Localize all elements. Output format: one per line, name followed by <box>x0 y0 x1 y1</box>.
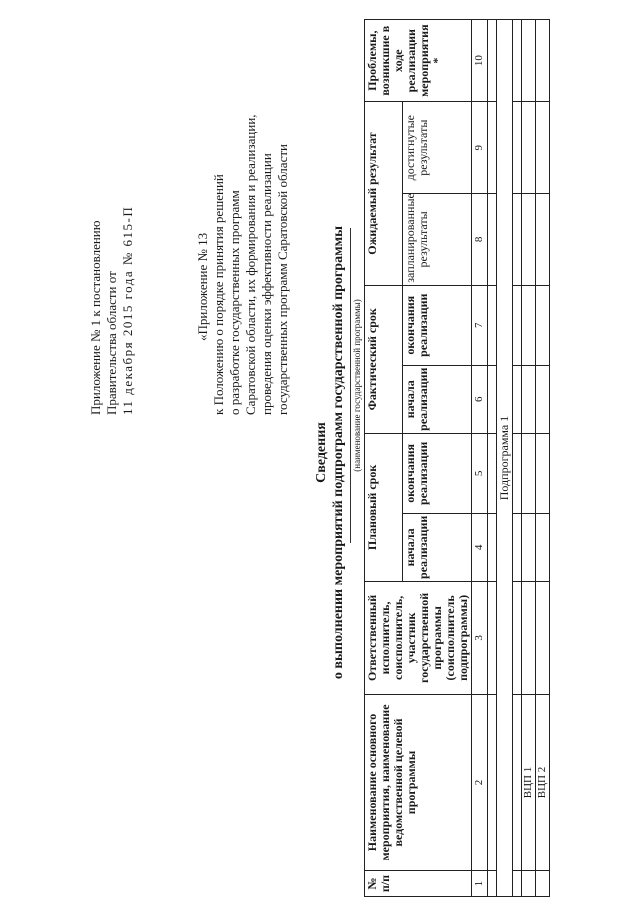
table-row <box>536 20 550 897</box>
col-header-planned-end: окончания реализации <box>403 433 472 513</box>
appendix-line-1: к Положению о порядке принятия решений <box>211 174 226 415</box>
col-header-actual: Фактический срок <box>365 285 403 433</box>
header-row-1 <box>365 20 403 897</box>
col-header-measure-name: Наименование основного мероприятия, наименование ведомственной целевой программы <box>365 694 472 870</box>
column-number: 8 <box>472 194 488 286</box>
document-title: Сведения <box>314 422 329 483</box>
column-number: 2 <box>472 694 488 870</box>
appendix-line-3: Саратовской области, их формирования и реализации, <box>243 114 258 415</box>
column-number: 5 <box>472 433 488 513</box>
empty-row <box>513 20 522 897</box>
appendix-line-2: о разработке государственных программ <box>227 190 242 415</box>
col-header-planned: Плановый срок <box>365 433 403 581</box>
column-number: 7 <box>472 285 488 365</box>
column-number: 6 <box>472 365 488 433</box>
col-header-executor: Ответственный исполнитель, соисполнитель, участник государственной программы (соисполнитель подпрограммы) <box>365 581 472 694</box>
vcp-2-label: ВЦП 2 <box>536 694 550 870</box>
table-row <box>522 20 536 897</box>
column-number: 3 <box>472 581 488 694</box>
col-header-expected: Ожидаемый результат <box>365 102 403 285</box>
header-line-2: Правительства области от <box>104 271 119 415</box>
header-line-3: 11 декабря 2015 года № 615-П <box>120 205 135 415</box>
column-number: 10 <box>472 20 488 102</box>
vcp-1-label: ВЦП 1 <box>522 694 536 870</box>
subprogram-label: Подпрограмма 1 <box>497 20 513 897</box>
col-header-expected-achieved: достигнутые результаты <box>403 102 472 194</box>
appendix-header <box>195 0 291 415</box>
column-numbers-row <box>472 20 488 897</box>
header-line-1: Приложение № 1 к постановлению <box>88 220 103 415</box>
appendix-line-5: государственных программ Саратовской области <box>275 144 290 415</box>
col-header-actual-end: окончания реализации <box>403 285 472 365</box>
col-header-planned-start: начала реализации <box>403 513 472 581</box>
empty-row <box>488 20 497 897</box>
column-number: 4 <box>472 513 488 581</box>
subprogram-row <box>497 20 513 897</box>
resolution-header <box>88 25 136 415</box>
program-name-line <box>350 228 351 543</box>
appendix-title: «Приложение № 13 <box>195 232 210 341</box>
measures-table <box>364 19 550 897</box>
column-number: 1 <box>472 871 488 897</box>
col-header-actual-start: начала реализации <box>403 365 472 433</box>
program-name-caption: (наименование государственной программы) <box>352 299 362 472</box>
col-header-expected-planned: запланированные результаты <box>403 194 472 286</box>
document-subtitle: о выполнении мероприятий подпрограмм государственной программы <box>331 225 346 680</box>
col-header-problems: Проблемы, возникшие в ходе реализации мероприятия * <box>365 20 472 102</box>
column-number: 9 <box>472 102 488 194</box>
col-header-number: № п/п <box>365 871 472 897</box>
appendix-line-4: проведения оценки эффективности реализации <box>259 153 274 415</box>
